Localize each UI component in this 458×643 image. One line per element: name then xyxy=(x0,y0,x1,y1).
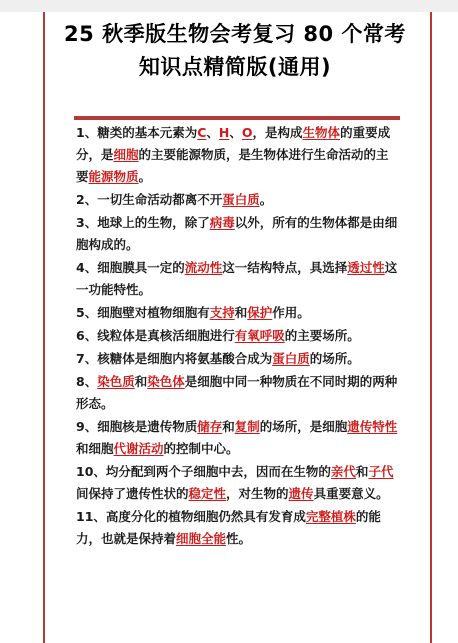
point-text: 3、地球上的生物，除了 xyxy=(76,215,210,230)
point-text: ，对生物的 xyxy=(226,486,289,501)
knowledge-point-2 xyxy=(76,189,400,211)
point-text: 的重要成分，是 xyxy=(76,125,391,162)
point-text: 和 xyxy=(134,374,148,389)
keyword: 病毒 xyxy=(209,215,235,230)
knowledge-points-list xyxy=(76,122,400,551)
keyword: 亲代 xyxy=(330,464,356,479)
keyword: H xyxy=(218,125,230,140)
knowledge-point-4 xyxy=(76,257,400,301)
keyword: 完整植株 xyxy=(305,509,356,524)
knowledge-point-1 xyxy=(76,122,400,188)
knowledge-point-11 xyxy=(76,506,400,550)
keyword: 细胞全能 xyxy=(176,531,227,546)
point-text: 性。 xyxy=(226,531,252,546)
document-title: 25 秋季版生物会考复习 80 个常考知识点精简版(通用) xyxy=(64,22,406,79)
point-text: 具重要意义。 xyxy=(313,486,389,501)
keyword: 细胞 xyxy=(113,147,139,162)
point-text: 这一结构特点，具选择 xyxy=(222,260,348,275)
point-text: 以外，所有的生物体都是由细胞构成的。 xyxy=(76,215,398,252)
viewer-top-bar xyxy=(0,0,458,12)
point-text: 1、糖类的基本元素为 xyxy=(76,125,198,140)
point-text: 的主要能源物质，是生物体进行生命活动的主要 xyxy=(76,147,389,184)
knowledge-point-9 xyxy=(76,416,400,460)
keyword: 稳定性 xyxy=(188,486,227,501)
title-divider xyxy=(74,116,400,120)
right-border-line xyxy=(430,12,432,643)
point-text: 、 xyxy=(206,125,219,140)
point-text: 的控制中心。 xyxy=(163,441,239,456)
keyword: 染色体 xyxy=(147,374,185,389)
left-border-line xyxy=(43,12,45,643)
point-text: 间保持了遗传性状的 xyxy=(76,486,189,501)
point-text: 9、细胞核是遗传物质 xyxy=(76,419,198,434)
point-text: 的场所。 xyxy=(309,351,360,366)
point-text: 和 xyxy=(355,464,369,479)
point-text: 和细胞 xyxy=(76,441,114,456)
point-text: 是细胞中同一种物质在不同时期的两种形态。 xyxy=(76,374,398,411)
point-text: 11、高度分化的植物细胞仍然具有发育成 xyxy=(76,509,306,524)
point-text: 、 xyxy=(229,125,242,140)
point-text: 和 xyxy=(234,305,248,320)
keyword: 代谢活动 xyxy=(113,441,164,456)
keyword: 蛋白质 xyxy=(222,192,260,207)
keyword: 蛋白质 xyxy=(272,351,310,366)
keyword: 有氧呼吸 xyxy=(234,328,285,343)
point-text: ，是构成 xyxy=(252,125,303,140)
keyword: 支持 xyxy=(209,305,235,320)
keyword: 染色质 xyxy=(97,374,135,389)
keyword: 流动性 xyxy=(184,260,223,275)
point-text: 的主要场所。 xyxy=(284,328,360,343)
point-text: 。 xyxy=(138,169,152,184)
knowledge-point-8 xyxy=(76,371,400,415)
point-text: 2、一切生命活动都离不开 xyxy=(76,192,223,207)
keyword: 子代 xyxy=(368,464,394,479)
keyword: 遗传 xyxy=(288,486,314,501)
point-text: 5、细胞壁对植物细胞有 xyxy=(76,305,210,320)
keyword: O xyxy=(241,125,253,140)
keyword: 透过性 xyxy=(347,260,385,275)
knowledge-point-10 xyxy=(76,461,400,505)
point-text: 7、核糖体是细胞内将氨基酸合成为 xyxy=(76,351,273,366)
keyword: 储存 xyxy=(197,419,223,434)
point-text: 6、线粒体是真核活细胞进行 xyxy=(76,328,235,343)
keyword: 生物体 xyxy=(302,125,341,140)
keyword: 保护 xyxy=(247,305,273,320)
knowledge-point-7 xyxy=(76,348,400,370)
point-text: 和 xyxy=(222,419,235,434)
knowledge-point-3 xyxy=(76,212,400,256)
keyword: 复制 xyxy=(234,419,260,434)
point-text: 。 xyxy=(259,192,273,207)
point-text: 这一功能特性。 xyxy=(76,260,398,297)
knowledge-point-6 xyxy=(76,325,400,347)
keyword: C xyxy=(197,125,207,140)
point-text: 8、 xyxy=(76,374,98,389)
knowledge-point-5 xyxy=(76,302,400,324)
point-text: 的能力，也就是保持着 xyxy=(76,509,381,546)
keyword: 遗传特性 xyxy=(347,419,398,434)
keyword: 能源物质 xyxy=(88,169,139,184)
point-text: 作用。 xyxy=(272,305,310,320)
point-text: 4、细胞膜具一定的 xyxy=(76,260,185,275)
point-text: 10、均分配到两个子细胞中去，因而在生物的 xyxy=(76,464,331,479)
point-text: 的场所，是细胞 xyxy=(259,419,348,434)
